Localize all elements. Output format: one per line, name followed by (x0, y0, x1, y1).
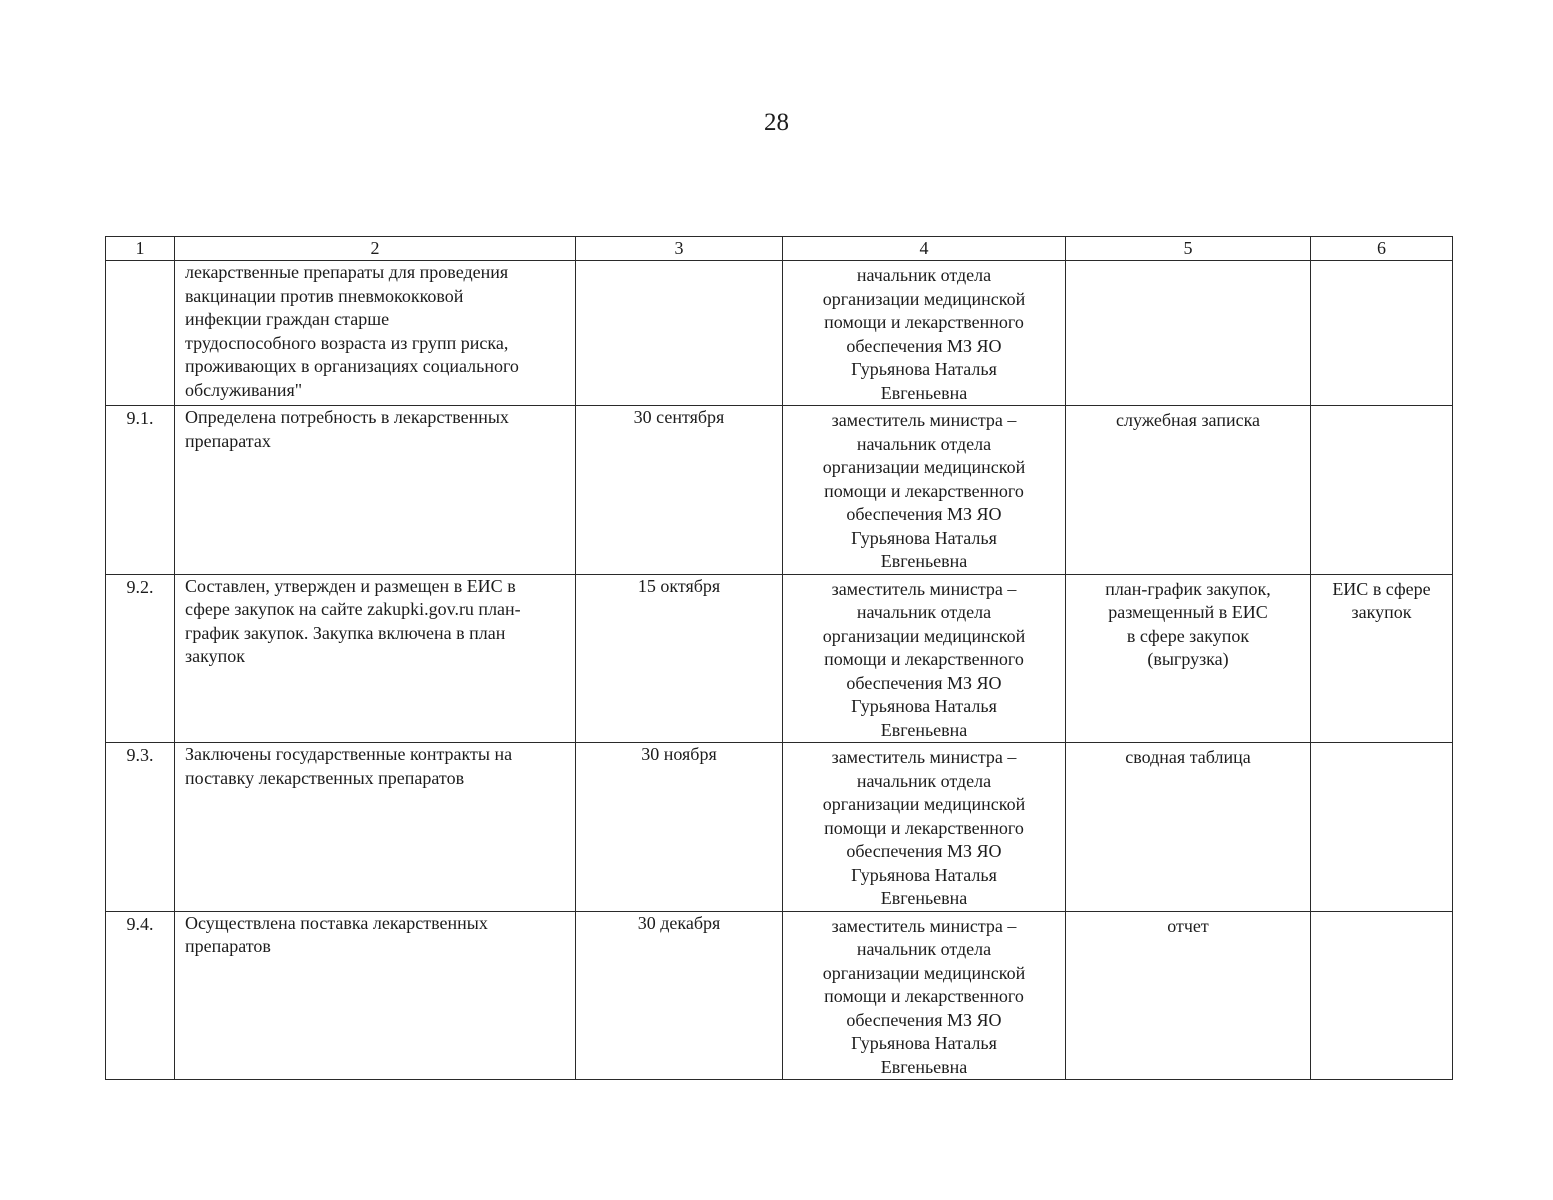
responsible-cell (783, 911, 1066, 1080)
column-number-row (106, 237, 1453, 261)
column-number-2: 2 (175, 237, 576, 261)
row-number-cell: 9.2. (106, 574, 175, 743)
description-cell (175, 911, 576, 1080)
cell-line: обеспечения МЗ ЯО (846, 504, 1002, 524)
cell-line: Гурьянова Наталья (851, 527, 997, 548)
cell-line: поставку лекарственных препаратов (185, 767, 465, 788)
cell-line: закупок (1351, 602, 1412, 622)
description-cell (175, 406, 576, 575)
cell-line: Евгеньевна (880, 1056, 968, 1077)
cell-line: Евгеньевна (880, 382, 968, 403)
cell-line: организации медицинской (822, 625, 1026, 646)
system-cell (1311, 743, 1453, 912)
cell-line: Евгеньевна (880, 888, 968, 908)
cell-line: заместитель министра – (831, 915, 1017, 936)
cell-line: организации медицинской (822, 962, 1026, 983)
cell-line: Евгеньевна (880, 719, 968, 740)
cell-line: заместитель министра – (831, 410, 1017, 430)
document-cell (1066, 743, 1311, 912)
cell-line: организации медицинской (822, 794, 1026, 814)
row-number-cell (106, 261, 175, 406)
cell-line: обеспечения МЗ ЯО (846, 672, 1002, 693)
cell-line: лекарственные препараты для проведения (185, 262, 509, 282)
cell-line: в сфере закупок (1126, 625, 1250, 646)
responsible-cell (783, 261, 1066, 406)
cell-line: отчет (1167, 915, 1209, 936)
cell-line: Определена потребность в лекарственных (185, 407, 509, 427)
responsible-cell (783, 406, 1066, 575)
document-cell (1066, 406, 1311, 575)
cell-line: инфекции граждан старше (185, 309, 390, 329)
cell-line: Гурьянова Наталья (851, 864, 997, 885)
row-number-cell: 9.4. (106, 911, 175, 1080)
plan-table (105, 236, 1453, 1080)
responsible-cell (783, 743, 1066, 912)
description-cell (175, 574, 576, 743)
cell-line: препаратов (185, 936, 271, 956)
cell-line: Осуществлена поставка лекарственных (185, 912, 488, 933)
cell-line: помощи и лекарственного (824, 986, 1024, 1006)
document-cell (1066, 574, 1311, 743)
cell-line: начальник отдела (856, 265, 992, 285)
cell-line: обслуживания" (185, 379, 303, 400)
cell-line: план-график закупок, (1105, 578, 1271, 599)
cell-line: обеспечения МЗ ЯО (846, 335, 1002, 356)
cell-line: (выгрузка) (1147, 649, 1229, 669)
column-number-1: 1 (106, 237, 175, 261)
cell-line: сводная таблица (1125, 747, 1251, 767)
cell-line: Евгеньевна (880, 551, 968, 571)
date-cell: 30 сентября (576, 406, 783, 575)
cell-line: закупок (185, 646, 245, 666)
cell-line: помощи и лекарственного (824, 649, 1024, 669)
cell-line: размещенный в ЕИС (1108, 602, 1268, 622)
cell-line: заместитель министра – (831, 578, 1017, 599)
date-cell (576, 261, 783, 406)
cell-line: препаратах (185, 430, 271, 451)
cell-line: начальник отдела (856, 770, 992, 791)
description-cell (175, 261, 576, 406)
cell-line: помощи и лекарственного (824, 312, 1024, 332)
cell-line: сфере закупок на сайте zakupki.gov.ru план- (185, 599, 521, 619)
cell-line: обеспечения МЗ ЯО (846, 841, 1002, 861)
system-cell (1311, 261, 1453, 406)
column-number-4: 4 (783, 237, 1066, 261)
column-number-3: 3 (576, 237, 783, 261)
system-cell (1311, 574, 1453, 743)
cell-line: начальник отдела (856, 939, 992, 959)
cell-line: помощи и лекарственного (824, 480, 1024, 501)
date-cell: 30 ноября (576, 743, 783, 912)
table-row (106, 574, 1453, 743)
system-cell (1311, 911, 1453, 1080)
cell-line: начальник отдела (856, 602, 992, 622)
date-cell: 30 декабря (576, 911, 783, 1080)
table-row (106, 406, 1453, 575)
row-number-cell: 9.3. (106, 743, 175, 912)
description-cell (175, 743, 576, 912)
table-row (106, 743, 1453, 912)
cell-line: график закупок. Закупка включена в план (185, 622, 506, 643)
column-number-5: 5 (1066, 237, 1311, 261)
column-number-6: 6 (1311, 237, 1453, 261)
document-cell (1066, 911, 1311, 1080)
date-cell: 15 октября (576, 574, 783, 743)
system-cell (1311, 406, 1453, 575)
cell-line: помощи и лекарственного (824, 817, 1024, 838)
cell-line: Гурьянова Наталья (851, 359, 997, 379)
cell-line: трудоспособного возраста из групп риска, (185, 332, 509, 353)
document-cell (1066, 261, 1311, 406)
row-number-cell: 9.1. (106, 406, 175, 575)
cell-line: Заключены государственные контракты на (185, 744, 513, 764)
cell-line: организации медицинской (822, 288, 1026, 309)
table-row (106, 911, 1453, 1080)
responsible-cell (783, 574, 1066, 743)
cell-line: служебная записка (1115, 410, 1261, 430)
cell-line: Составлен, утвержден и размещен в ЕИС в (185, 575, 516, 596)
cell-line: Гурьянова Наталья (851, 1033, 997, 1053)
cell-line: вакцинации против пневмококковой (185, 285, 464, 306)
cell-line: ЕИС в сфере (1332, 578, 1431, 599)
cell-line: проживающих в организациях социального (185, 356, 519, 376)
page-number: 28 (764, 109, 789, 136)
cell-line: обеспечения МЗ ЯО (846, 1009, 1002, 1030)
cell-line: организации медицинской (822, 457, 1026, 477)
table-row-continuation (106, 261, 1453, 406)
cell-line: начальник отдела (856, 433, 992, 454)
cell-line: Гурьянова Наталья (851, 696, 997, 716)
cell-line: заместитель министра – (831, 747, 1017, 767)
